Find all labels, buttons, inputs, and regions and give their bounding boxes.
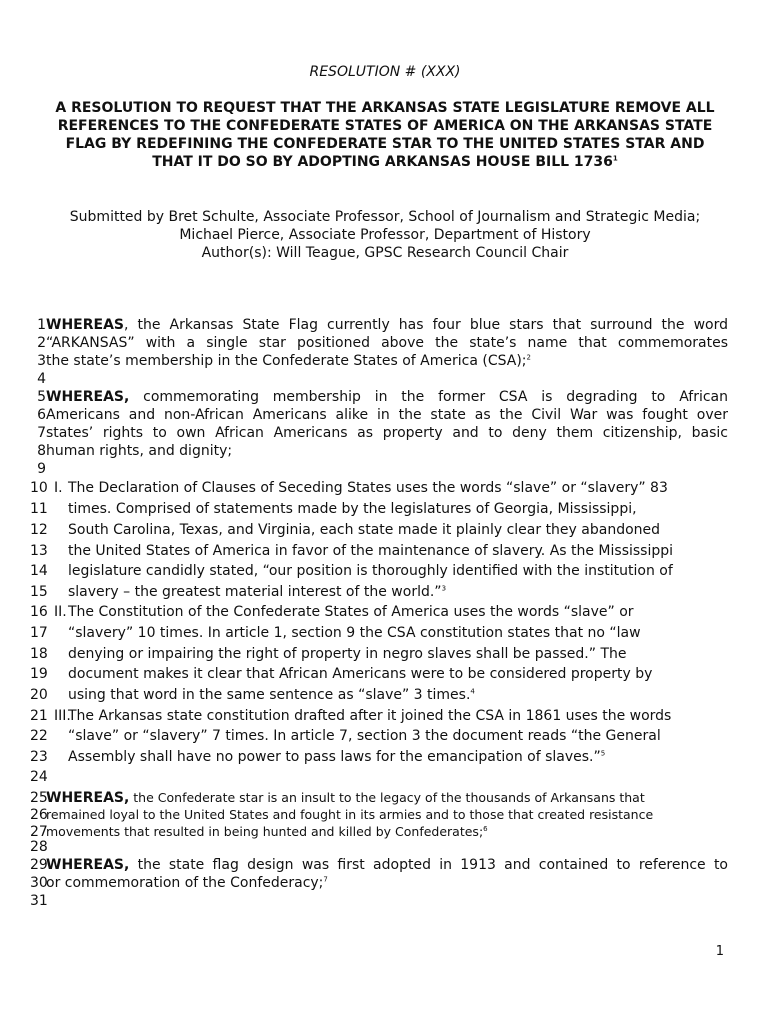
line-text: Americans and non-African Americans alike in the state as the Civil War was fought over bbox=[46, 407, 728, 423]
numbered-line bbox=[30, 388, 728, 406]
line-number: 28 bbox=[30, 839, 48, 855]
item-text: Assembly shall have no power to pass laws for the emancipation of slaves.”$^5$ bbox=[68, 749, 606, 765]
line-number: 7 bbox=[37, 425, 46, 441]
roman-numeral: I. bbox=[54, 480, 63, 496]
line-text: WHEREAS, the Arkansas State Flag currently has four blue stars that surround the word bbox=[46, 317, 728, 333]
numbered-line bbox=[30, 316, 728, 334]
line-text: WHEREAS, the state flag design was first adopted in 1913 and contained to reference to bbox=[46, 857, 728, 873]
submitters-block bbox=[44, 208, 726, 262]
submitter-line: Michael Pierce, Associate Professor, Department of History bbox=[179, 227, 591, 243]
numbered-line bbox=[30, 352, 728, 370]
list-item bbox=[30, 561, 730, 581]
line-number: 9 bbox=[37, 461, 46, 477]
footnote-ref: 4 bbox=[470, 687, 475, 696]
list-item bbox=[30, 499, 730, 519]
item-text: South Carolina, Texas, and Virginia, each state made it plainly clear they abandoned bbox=[68, 522, 661, 538]
list-item bbox=[30, 602, 730, 622]
page-number: 1 bbox=[715, 944, 724, 959]
resolution-number: RESOLUTION # (XXX) bbox=[309, 64, 461, 80]
line-number: 8 bbox=[37, 443, 46, 459]
numbered-line bbox=[30, 874, 728, 892]
numbered-line bbox=[30, 370, 728, 388]
line-number: 31 bbox=[30, 893, 48, 909]
list-item bbox=[30, 726, 730, 746]
numbered-line bbox=[30, 806, 728, 824]
line-number: 22 bbox=[30, 728, 48, 744]
line-number: 15 bbox=[30, 584, 48, 600]
footnote-ref: 7 bbox=[323, 875, 328, 884]
line-number: 2 bbox=[37, 335, 46, 351]
item-text: the United States of America in favor of the maintenance of slavery. As the Mississippi bbox=[68, 543, 674, 559]
footnote-ref: 3 bbox=[441, 584, 447, 593]
line-number: 21 bbox=[30, 708, 48, 724]
line-number: 23 bbox=[30, 749, 48, 765]
line-text: or commemoration of the Confederacy;$^7$ bbox=[46, 875, 328, 891]
numbered-line bbox=[30, 789, 728, 807]
footnote-ref: 5 bbox=[600, 749, 606, 758]
list-item bbox=[30, 478, 730, 498]
line-number: 13 bbox=[30, 543, 48, 559]
submitter-line: Submitted by Bret Schulte, Associate Professor, School of Journalism and Strategic Media; bbox=[69, 209, 701, 225]
list-item bbox=[30, 747, 730, 767]
line-number: 5 bbox=[37, 389, 46, 405]
list-item bbox=[30, 623, 730, 643]
line-text: human rights, and dignity; bbox=[46, 443, 233, 459]
numbered-line bbox=[30, 442, 728, 460]
resolution-title bbox=[44, 99, 726, 171]
item-text: The Constitution of the Confederate States of America uses the words “slave” or bbox=[68, 604, 634, 620]
item-text: slavery – the greatest material interest of the world.”$^3$ bbox=[68, 584, 447, 600]
numbered-line bbox=[30, 856, 728, 874]
item-text: The Declaration of Clauses of Seceding States uses the words “slave” or “slavery” 83 bbox=[68, 480, 668, 496]
line-text: movements that resulted in being hunted and killed by Confederates;$^6$ bbox=[46, 824, 488, 839]
numbered-line bbox=[30, 406, 728, 424]
title-footnote: 1 bbox=[612, 154, 618, 163]
title-text: A RESOLUTION TO REQUEST THAT THE ARKANSAS STATE LEGISLATURE REMOVE ALL REFERENCES TO THE CONFEDERATE STATES OF AMERICA ON THE ARKANSAS STATE FLAG BY REDEFINING THE CONFEDERATE STAR TO THE UNITED STATES STAR AND THAT IT DO SO BY ADOPTING ARKANSAS HOUSE BILL 1736 bbox=[55, 100, 715, 170]
line-number: 17 bbox=[30, 625, 48, 641]
item-text: “slavery” 10 times. In article 1, section 9 the CSA constitution states that no “law bbox=[68, 625, 641, 641]
line-number: 14 bbox=[30, 563, 48, 579]
line-number: 24 bbox=[30, 769, 48, 785]
item-text: denying or impairing the right of property in negro slaves shall be passed.” The bbox=[68, 646, 627, 662]
line-number: 4 bbox=[37, 371, 46, 387]
list-item bbox=[30, 767, 730, 787]
roman-numeral: III. bbox=[54, 708, 71, 724]
line-text: the state’s membership in the Confederate States of America (CSA);$^2$ bbox=[46, 353, 531, 369]
numbered-line bbox=[30, 838, 728, 856]
item-text: times. Comprised of statements made by the legislatures of Georgia, Mississippi, bbox=[68, 501, 637, 517]
footnote-ref: 2 bbox=[526, 353, 531, 362]
list-item bbox=[30, 644, 730, 664]
list-item bbox=[30, 685, 730, 705]
numbered-line bbox=[30, 334, 728, 352]
list-item bbox=[30, 706, 730, 726]
numbered-line bbox=[30, 424, 728, 442]
list-item bbox=[30, 541, 730, 561]
line-number: 3 bbox=[37, 353, 46, 369]
item-text: using that word in the same sentence as “slave” 3 times.$^4$ bbox=[68, 687, 475, 703]
line-number: 30 bbox=[30, 875, 48, 891]
line-number: 10 bbox=[30, 480, 48, 496]
line-number: 26 bbox=[30, 807, 48, 823]
line-number: 19 bbox=[30, 666, 48, 682]
submitter-line: Author(s): Will Teague, GPSC Research Council Chair bbox=[201, 245, 569, 261]
item-text: “slave” or “slavery” 7 times. In article 7, section 3 the document reads “the General bbox=[68, 728, 661, 744]
line-number: 29 bbox=[30, 857, 48, 873]
line-number: 1 bbox=[37, 317, 46, 333]
footnote-ref: 6 bbox=[483, 824, 488, 833]
item-text: document makes it clear that African Americans were to be considered property by bbox=[68, 666, 653, 682]
numbered-line bbox=[30, 460, 728, 478]
line-number: 6 bbox=[37, 407, 46, 423]
list-item bbox=[30, 582, 730, 602]
list-item bbox=[30, 520, 730, 540]
line-number: 20 bbox=[30, 687, 48, 703]
item-text: legislature candidly stated, “our position is thoroughly identified with the institution of bbox=[68, 563, 673, 579]
line-number: 12 bbox=[30, 522, 48, 538]
line-text: remained loyal to the United States and fought in its armies and to those that created resistance bbox=[46, 807, 654, 822]
list-item bbox=[30, 664, 730, 684]
line-number: 25 bbox=[30, 790, 48, 806]
line-number: 11 bbox=[30, 501, 48, 517]
line-text: WHEREAS, the Confederate star is an insult to the legacy of the thousands of Arkansans that bbox=[46, 790, 645, 806]
line-text: states’ rights to own African Americans as property and to deny them citizenship, basic bbox=[46, 425, 728, 441]
line-text: “ARKANSAS” with a single star positioned above the state’s name that commemorates bbox=[46, 335, 728, 351]
numbered-line bbox=[30, 892, 728, 910]
line-text: WHEREAS, commemorating membership in the former CSA is degrading to African bbox=[46, 389, 728, 405]
line-number: 18 bbox=[30, 646, 48, 662]
line-number: 27 bbox=[30, 824, 48, 840]
roman-numeral: II. bbox=[54, 604, 67, 620]
item-text: The Arkansas state constitution drafted after it joined the CSA in 1861 uses the words bbox=[68, 708, 672, 724]
line-number: 16 bbox=[30, 604, 48, 620]
